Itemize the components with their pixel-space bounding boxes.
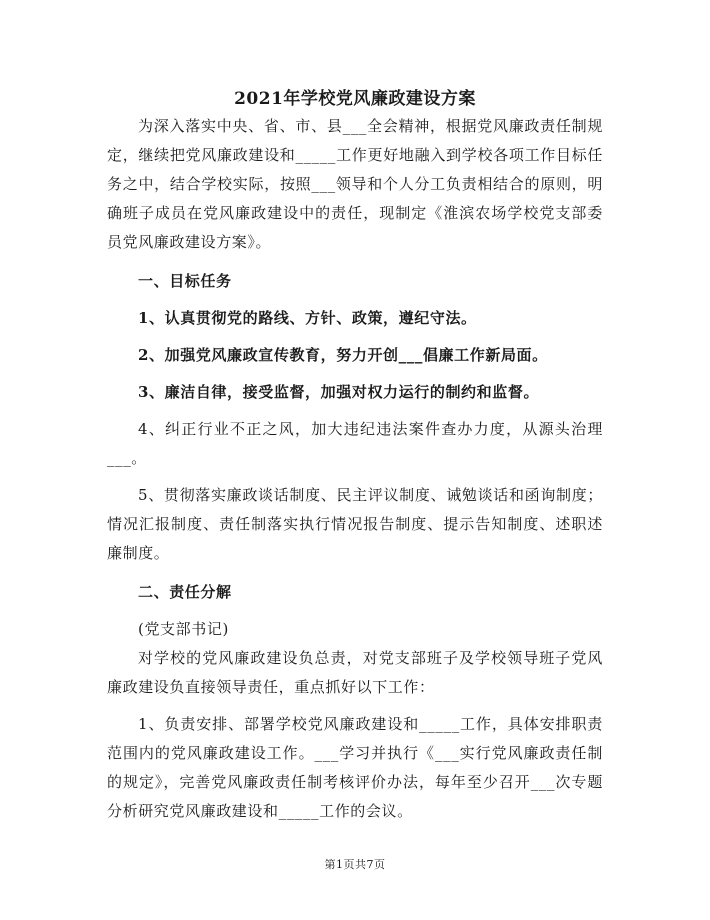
goal-item-5: 5、贯彻落实廉政谈话制度、民主评议制度、诫勉谈话和函询制度；情况汇报制度、责任制落实执行情况报告制度、提示告知制度、述职述廉制度。 <box>107 486 603 562</box>
goal-item-4: 4、纠正行业不正之风，加大违纪违法案件查办力度，从源头治理___。 <box>107 420 603 467</box>
document-body <box>107 112 603 826</box>
page-number: 第1页共7页 <box>324 858 386 871</box>
role-label-party-secretary: (党支部书记) <box>138 620 229 638</box>
responsibility-paragraph: 对学校的党风廉政建设负总责，对党支部班子及学校领导班子党风廉政建设负直接领导责任，重点抓好以下工作： <box>107 649 603 696</box>
section-heading-responsibility: 二、责任分解 <box>138 583 232 601</box>
goal-item-2: 2、加强党风廉政宣传教育，努力开创___倡廉工作新局面。 <box>138 346 548 364</box>
goal-item-3: 3、廉洁自律，接受监督，加强对权力运行的制约和监督。 <box>138 383 540 401</box>
document-title: 2021年学校党风廉政建设方案 <box>234 89 476 109</box>
section-heading-goals: 一、目标任务 <box>138 272 232 290</box>
responsibility-item-1: 1、负责安排、部署学校党风廉政建设和_____工作，具体安排职责范围内的党风廉政建设工作。___学习并执行《___实行党风廉政责任制的规定》，完善党风廉政责任制考核评价办法，每年至少召开___次专题分析研究党风廉政建设和_____工作的会议。 <box>107 715 603 820</box>
intro-paragraph: 为深入落实中央、省、市、县___全会精神，根据党风廉政责任制规定，继续把党风廉政建设和_____工作更好地融入到学校各项工作目标任务之中，结合学校实际，按照___领导和个人分工负责相结合的原则，明确班子成员在党风廉政建设中的责任，现制定《淮滨农场学校党支部委员党风廉政建设方案》。 <box>107 117 603 251</box>
goal-item-1: 1、认真贯彻党的路线、方针、政策，遵纪守法。 <box>138 309 477 327</box>
